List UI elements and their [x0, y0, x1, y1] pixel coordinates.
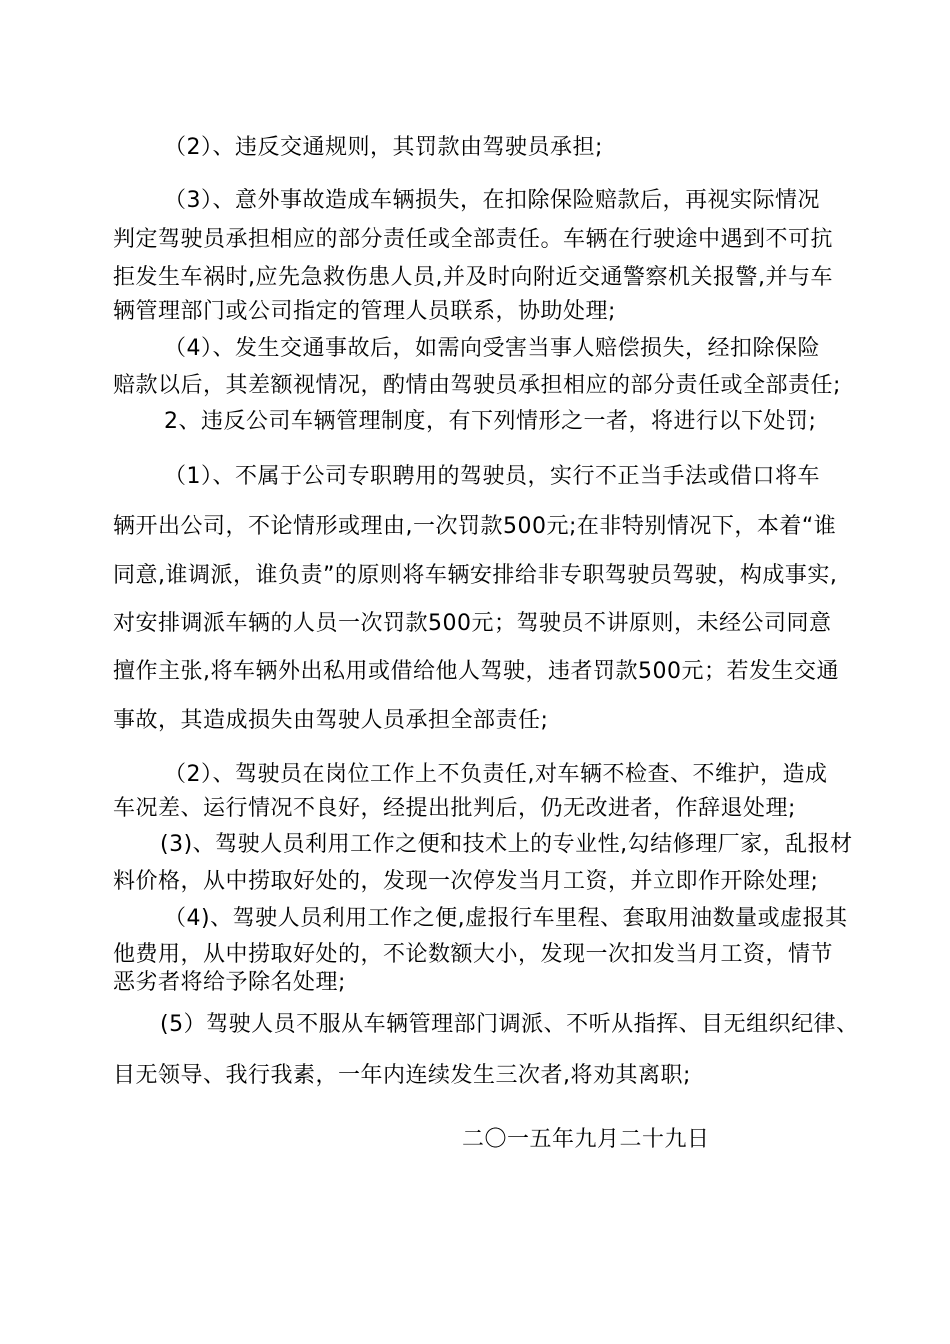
text-line: 目无领导、我行我素，一年内连续发生三次者,将劝其离职;: [113, 1063, 691, 1088]
text-line: 事故，其造成损失由驾驶人员承担全部责任;: [113, 708, 549, 733]
text-line: （4)、驾驶人员利用工作之便,虚报行车里程、套取用油数量或虚报其: [164, 906, 848, 931]
text-line: 料价格，从中捞取好处的，发现一次停发当月工资，并立即作开除处理;: [113, 869, 819, 894]
text-line: 恶劣者将给予除名处理;: [113, 970, 346, 995]
text-line: （2）、违反交通规则，其罚款由驾驶员承担;: [164, 135, 603, 160]
text-line: 拒发生车祸时,应先急救伤患人员,并及时向附近交通警察机关报警,并与车: [113, 265, 833, 290]
text-line: 车况差、运行情况不良好，经提出批判后，仍无改进者，作辞退处理;: [113, 796, 796, 821]
document-date: 二〇一五年九月二十九日: [462, 1127, 710, 1152]
text-line: 同意,谁调派，谁负责”的原则将车辆安排给非专职驾驶员驾驶，构成事实,: [113, 563, 838, 588]
text-line: 辆开出公司，不论情形或理由,一次罚款500元;在非特别情况下，本着“谁: [113, 514, 837, 539]
text-line: 他费用，从中捞取好处的，不论数额大小，发现一次扣发当月工资，情节: [113, 942, 834, 967]
text-line: 对安排调派车辆的人员一次罚款500元；驾驶员不讲原则，未经公司同意: [113, 611, 832, 636]
text-line: （3）、意外事故造成车辆损失，在扣除保险赔款后，再视实际情况: [164, 188, 820, 213]
text-line: （4）、发生交通事故后，如需向受害当事人赔偿损失，经扣除保险: [164, 336, 820, 361]
text-line: (3)、驾驶人员利用工作之便和技术上的专业性,勾结修理厂家，乱报材: [160, 832, 853, 857]
text-line: （2）、驾驶员在岗位工作上不负责任,对车辆不检查、不维护，造成: [164, 762, 828, 787]
text-line: 2、违反公司车辆管理制度，有下列情形之一者，将进行以下处罚;: [164, 409, 817, 434]
text-line: 判定驾驶员承担相应的部分责任或全部责任。车辆在行驶途中遇到不可抗: [113, 227, 834, 252]
text-line: 擅作主张,将车辆外出私用或借给他人驾驶，违者罚款500元；若发生交通: [113, 659, 839, 684]
text-line: 赔款以后，其差额视情况，酌情由驾驶员承担相应的部分责任或全部责任;: [113, 373, 841, 398]
text-line: 辆管理部门或公司指定的管理人员联系，协助处理;: [113, 299, 616, 324]
text-line: （1）、不属于公司专职聘用的驾驶员，实行不正当手法或借口将车: [164, 464, 820, 489]
text-line: (5）驾驶人员不服从车辆管理部门调派、不听从指挥、目无组织纪律、: [160, 1012, 859, 1037]
